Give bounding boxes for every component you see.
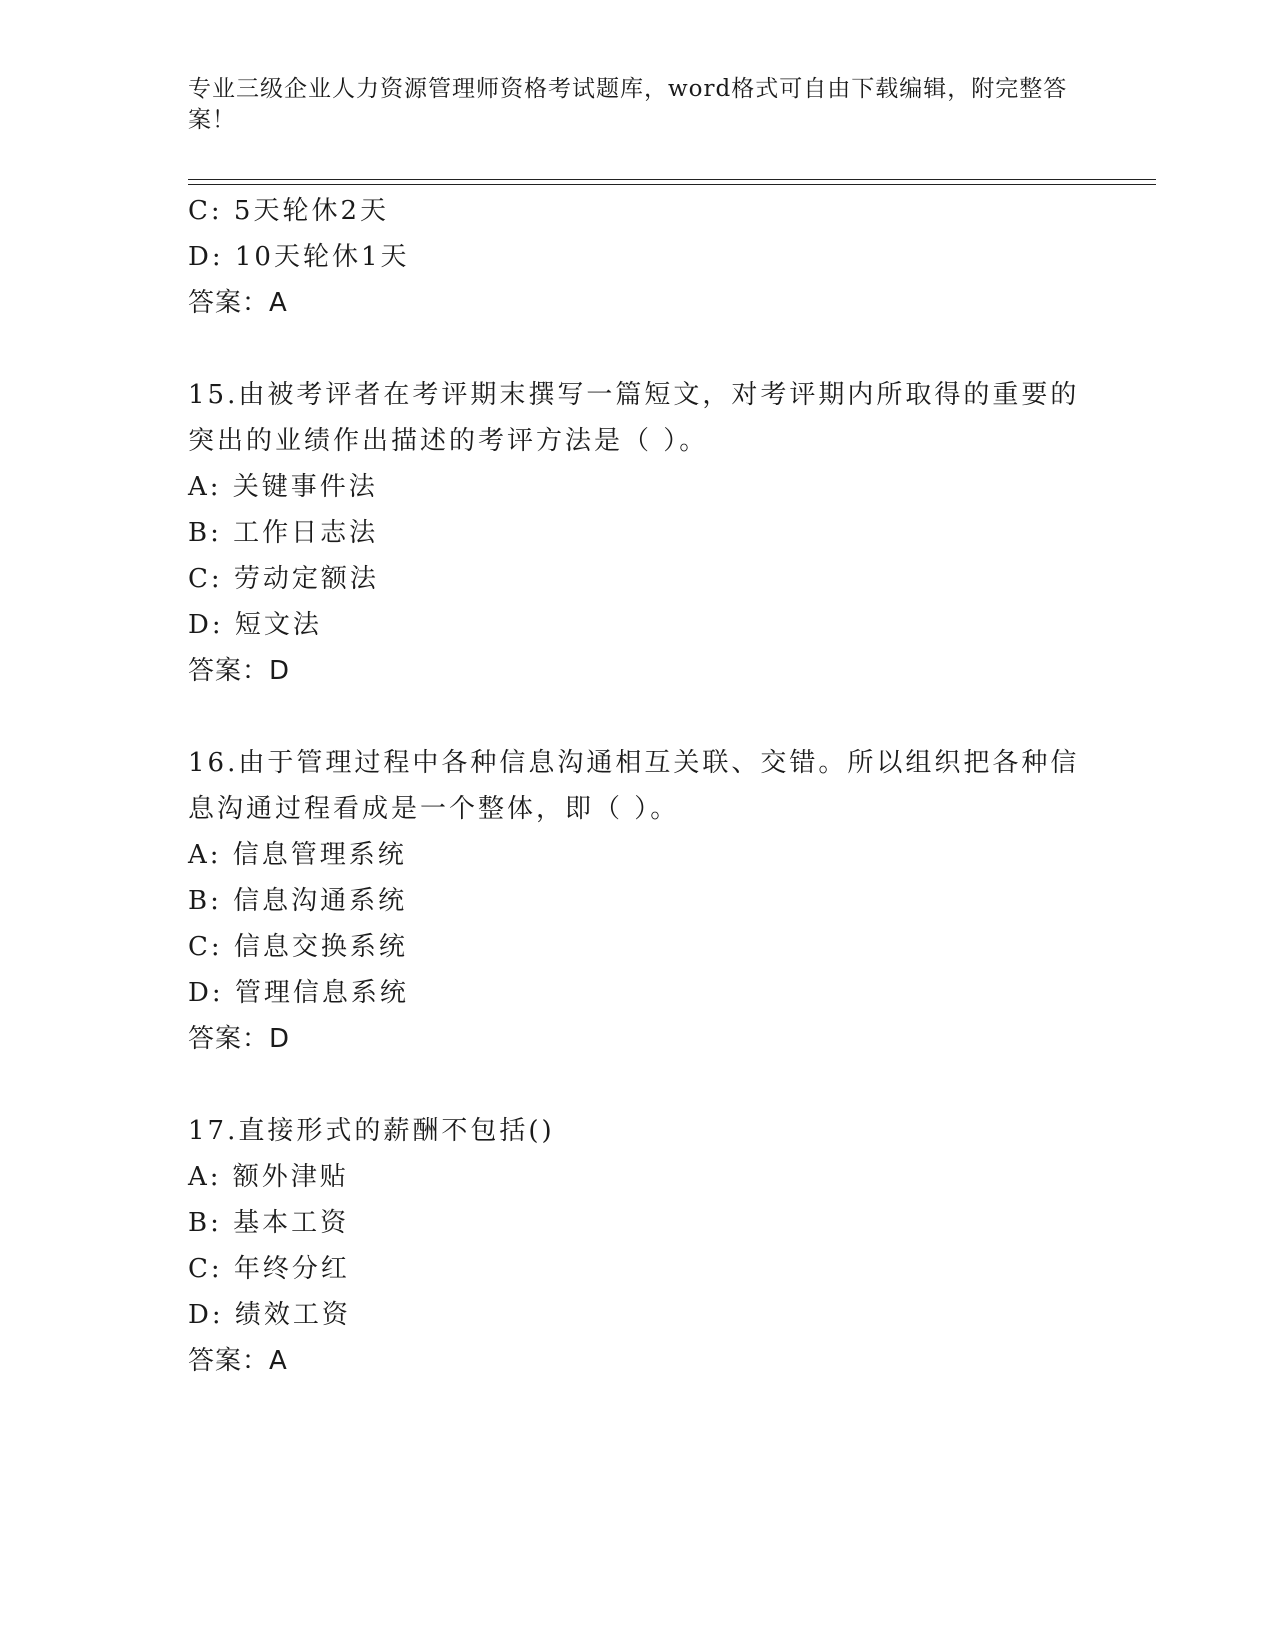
question-text-line-2: 突出的业绩作出描述的考评方法是（ ）。: [188, 426, 709, 456]
option-b: B: 信息沟通系统: [188, 886, 408, 916]
question-list: [188, 188, 1088, 1384]
option-c: C: 年终分红: [188, 1254, 350, 1284]
option-d: D: 10天轮休1天: [188, 242, 410, 272]
option-c: C: 劳动定额法: [188, 564, 379, 594]
spacer: [188, 1062, 1088, 1108]
option-d: D: 管理信息系统: [188, 978, 409, 1008]
option-c: C: 信息交换系统: [188, 932, 408, 962]
option-a: A: 信息管理系统: [188, 840, 407, 870]
option-a: A: 额外津贴: [188, 1162, 349, 1192]
question-15: [188, 372, 1088, 694]
question-text-line-2: 息沟通过程看成是一个整体，即（ ）。: [188, 794, 680, 824]
question-text-line-1: 15.由被考评者在考评期末撰写一篇短文，对考评期内所取得的重要的: [188, 380, 1080, 410]
answer-line: 答案：A: [188, 288, 288, 318]
question-16: [188, 740, 1088, 1062]
page-header: 专业三级企业人力资源管理师资格考试题库，word格式可自由下载编辑，附完整答案！: [188, 76, 1068, 133]
answer-line: 答案：D: [188, 1024, 291, 1054]
question-17: [188, 1108, 1088, 1384]
option-c: C: 5天轮休2天: [188, 196, 390, 226]
continued-question: [188, 188, 1088, 326]
option-b: B: 工作日志法: [188, 518, 379, 548]
option-b: B: 基本工资: [188, 1208, 350, 1238]
answer-line: 答案：D: [188, 656, 291, 686]
option-d: D: 短文法: [188, 610, 322, 640]
question-text-line-1: 16.由于管理过程中各种信息沟通相互关联、交错。所以组织把各种信: [188, 748, 1080, 778]
header-divider-top: [188, 179, 1156, 180]
header-divider-bottom: [188, 184, 1156, 185]
option-d: D: 绩效工资: [188, 1300, 351, 1330]
answer-line: 答案：A: [188, 1346, 288, 1376]
spacer: [188, 694, 1088, 740]
spacer: [188, 326, 1088, 372]
option-a: A: 关键事件法: [188, 472, 378, 502]
question-text-line-1: 17.直接形式的薪酬不包括(): [188, 1116, 555, 1146]
